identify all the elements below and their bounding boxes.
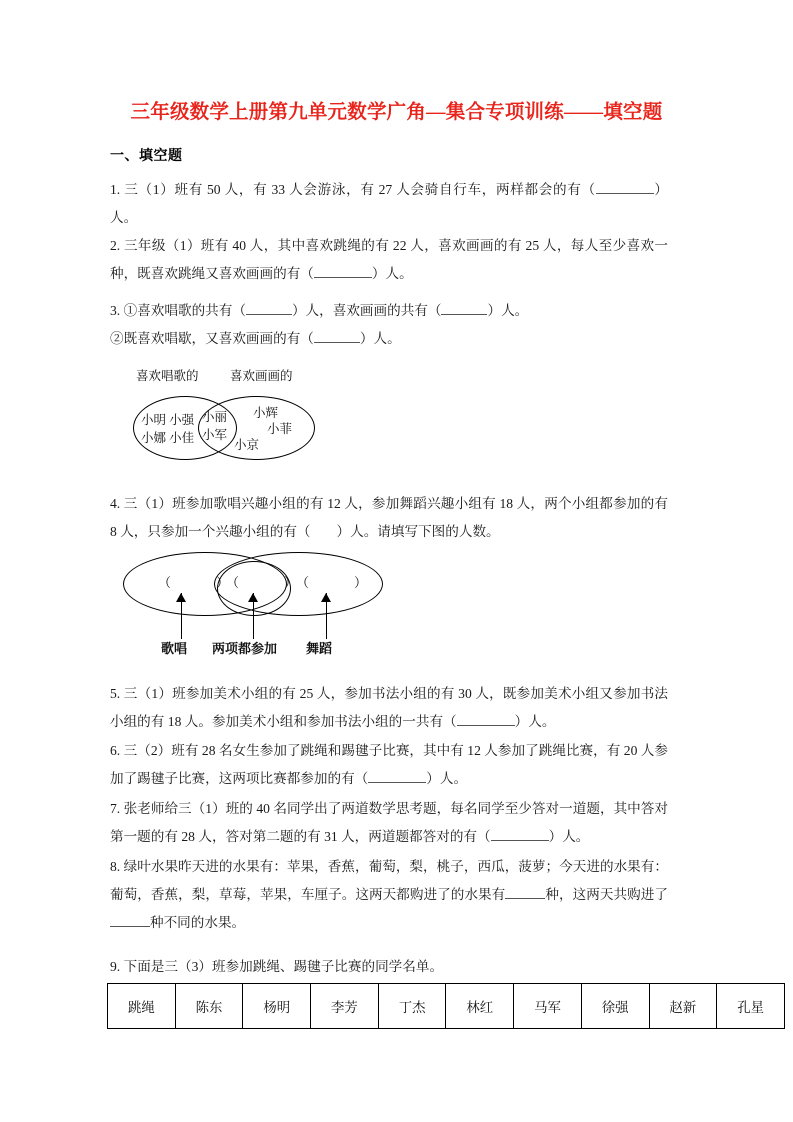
table-cell-name: 孔星 — [717, 984, 785, 1029]
question-7-text-end: ）人。 — [548, 829, 590, 844]
section-heading: 一、填空题 — [110, 149, 183, 164]
answer-blank[interactable] — [368, 769, 426, 783]
question-4-text-end: ）人。请填写下图的人数。 — [336, 524, 500, 539]
answer-blank[interactable] — [457, 712, 515, 726]
question-3-line-2 — [110, 325, 668, 353]
question-6-text-end: ）人。 — [426, 771, 468, 786]
question-3-text-e: ）人。 — [359, 331, 401, 346]
answer-blank[interactable] — [110, 913, 150, 927]
answer-blank[interactable] — [311, 523, 337, 536]
question-3-text-b: ）人，喜欢画画的共有（ — [291, 303, 442, 318]
table-cell-name: 陈东 — [175, 984, 243, 1029]
answer-blank[interactable] — [505, 885, 545, 899]
student-name-table — [107, 983, 785, 1029]
question-7-text: 张老师给三（1）班的 40 名同学出了两道数学思考题，每名同学至少答对一道题，其中答对第一题的有 28 人，答对第二题的有 31 人，两道题都答对的有（ — [110, 801, 668, 844]
table-cell-name: 杨明 — [243, 984, 311, 1029]
table-cell-name: 丁杰 — [378, 984, 446, 1029]
answer-blank[interactable] — [596, 180, 654, 194]
question-1-text-end: ）人。 — [110, 182, 669, 225]
venn2-label-right: 舞蹈 — [306, 641, 333, 656]
venn1-caption-left: 喜欢唱歌的 — [136, 369, 199, 383]
table-cell-name: 赵新 — [649, 984, 717, 1029]
question-8-text-c: 种不同的水果。 — [150, 915, 246, 930]
question-6-number: 6. — [110, 743, 121, 758]
question-7-number: 7. — [110, 801, 121, 816]
question-5-text-end: ）人。 — [514, 714, 556, 729]
venn2-arrow-left-icon — [176, 593, 187, 639]
table-cell-name: 马军 — [514, 984, 582, 1029]
table-cell-name: 李芳 — [311, 984, 379, 1029]
question-4-text: 三（1）班参加歌唱兴趣小组的有 12 人，参加舞蹈兴趣小组有 18 人，两个小组都参加的有 8 人，只参加一个兴趣小组的有（ — [110, 496, 669, 539]
question-9 — [110, 953, 668, 981]
venn1-left-names-line2: 小娜 小佳 — [141, 431, 195, 445]
question-5-number: 5. — [110, 686, 121, 701]
table-cell-name: 林红 — [446, 984, 514, 1029]
venn2-slot-right[interactable]: （ ） — [296, 575, 384, 590]
question-5-text: 三（1）班参加美术小组的有 25 人，参加书法小组的有 30 人，既参加美术小组又参加书法小组的有 18 人。参加美术小组和参加书法小组的一共有（ — [110, 686, 669, 729]
answer-blank[interactable] — [491, 827, 549, 841]
venn2-arrow-right-icon — [321, 593, 332, 639]
question-3-text-d: ②既喜欢唱歇，又喜欢画画的有（ — [110, 331, 314, 346]
venn1-intersection-line1: 小丽 — [202, 410, 228, 424]
venn2-slot-middle[interactable]: （ ） — [226, 575, 314, 590]
venn2-label-left: 歌唱 — [161, 641, 188, 656]
question-2-text-end: ）人。 — [371, 266, 413, 281]
venn-diagram-singing-dancing — [110, 548, 410, 666]
answer-blank[interactable] — [441, 301, 487, 315]
question-8-text-b: 种，这两天共购进了 — [545, 887, 669, 902]
question-1 — [110, 176, 668, 232]
question-9-number: 9. — [110, 959, 121, 974]
question-1-text: 三（1）班有 50 人，有 33 人会游泳，有 27 人会骑自行车，两样都会的有（ — [124, 182, 596, 197]
venn1-left-names — [141, 411, 194, 447]
question-6-text: 三（2）班有 28 名女生参加了跳绳和踢毽子比赛，其中有 12 人参加了跳绳比赛，有 20 人参加了踢毽子比赛，这两项比赛都参加的有（ — [110, 743, 668, 786]
question-3-text-a: ①喜欢唱歌的共有（ — [123, 303, 246, 318]
venn1-right-name-3: 小京 — [234, 438, 260, 452]
page-title: 三年级数学上册第九单元数学广角—集合专项训练——填空题 — [130, 102, 663, 123]
question-8 — [110, 853, 668, 937]
answer-blank[interactable] — [246, 301, 292, 315]
answer-blank[interactable] — [314, 329, 360, 343]
venn2-label-middle: 两项都参加 — [212, 641, 278, 656]
answer-blank[interactable] — [314, 264, 372, 278]
venn2-slot-left[interactable]: （ ） — [158, 575, 246, 590]
table-row — [108, 984, 785, 1029]
question-7 — [110, 795, 668, 851]
question-6 — [110, 737, 668, 793]
question-2-text: 三年级（1）班有 40 人，其中喜欢跳绳的有 22 人，喜欢画画的有 25 人，每人至少喜欢一种，既喜欢跳绳又喜欢画画的有（ — [110, 238, 668, 281]
question-3-text-c: ）人。 — [487, 303, 529, 318]
question-9-text: 下面是三（3）班参加跳绳、踢毽子比赛的同学名单。 — [123, 959, 444, 974]
question-1-number: 1. — [110, 182, 121, 197]
venn1-intersection-line2: 小军 — [202, 428, 228, 442]
venn1-right-name-2: 小菲 — [267, 422, 293, 436]
question-8-text-a: 绿叶水果昨天进的水果有：苹果，香蕉，葡萄，梨，桃子，西瓜，菠萝；今天进的水果有：葡萄，香蕉，梨，草莓，苹果，车厘子。这两天都购进了的水果有 — [110, 859, 668, 902]
question-2-number: 2. — [110, 238, 121, 253]
venn1-intersection-names — [202, 408, 227, 444]
question-4 — [110, 490, 668, 546]
question-5 — [110, 680, 668, 736]
question-8-number: 8. — [110, 859, 121, 874]
venn1-left-names-line1: 小明 小强 — [141, 413, 195, 427]
venn1-right-name-1: 小辉 — [253, 406, 279, 420]
question-3-number: 3. — [110, 303, 121, 318]
venn2-arrow-middle-icon — [248, 593, 259, 639]
table-cell-name: 徐强 — [581, 984, 649, 1029]
question-2 — [110, 232, 668, 288]
question-4-number: 4. — [110, 496, 121, 511]
table-cell-activity: 跳绳 — [108, 984, 176, 1029]
venn1-caption-right: 喜欢画画的 — [230, 369, 293, 383]
venn-diagram-singers-painters — [110, 366, 370, 472]
question-3-line-1 — [110, 297, 668, 325]
